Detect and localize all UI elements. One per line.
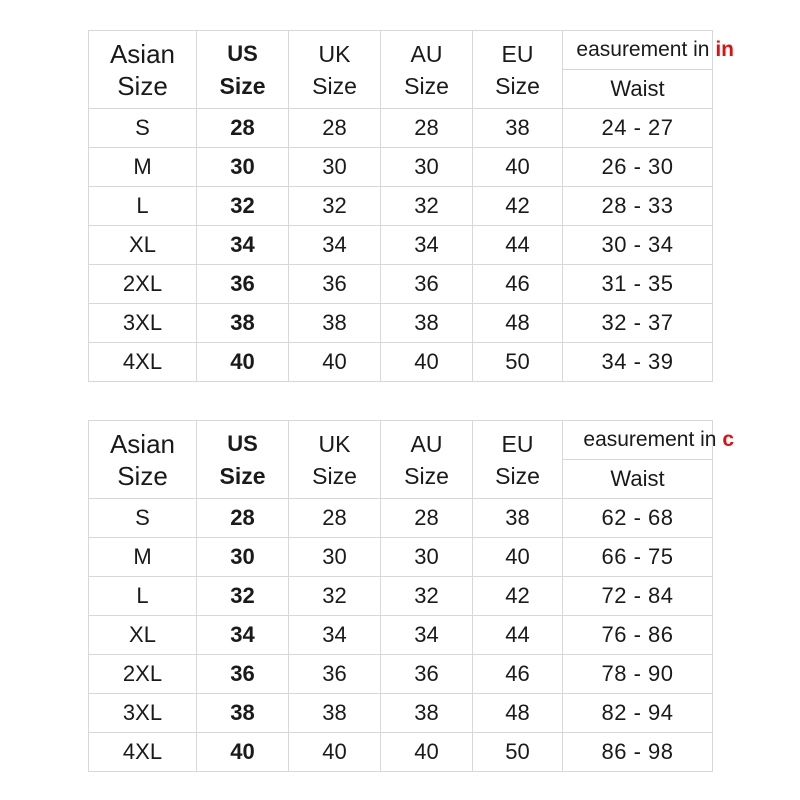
cell-asian: L: [89, 577, 197, 616]
cell-us: 38: [197, 694, 289, 733]
cell-us: 32: [197, 187, 289, 226]
cell-au: 36: [381, 265, 473, 304]
cell-waist: 26 - 30: [563, 148, 713, 187]
cell-us: 36: [197, 265, 289, 304]
cell-asian: XL: [89, 616, 197, 655]
cell-uk: 32: [289, 577, 381, 616]
cell-asian: 2XL: [89, 655, 197, 694]
cell-waist: 86 - 98: [563, 733, 713, 772]
cell-waist: 82 - 94: [563, 694, 713, 733]
header-uk-size: UK Size: [289, 421, 381, 499]
cell-asian: XL: [89, 226, 197, 265]
header-au-size: AU Size: [381, 31, 473, 109]
table-row: [89, 694, 713, 733]
cell-au: 40: [381, 343, 473, 382]
header-uk-size: UK Size: [289, 31, 381, 109]
header-us-size: US Size: [197, 421, 289, 499]
cell-waist: 76 - 86: [563, 616, 713, 655]
cell-waist: 72 - 84: [563, 577, 713, 616]
header-eu-size: EU Size: [473, 421, 563, 499]
measurement-unit: in: [715, 38, 734, 61]
cell-eu: 42: [473, 187, 563, 226]
cell-eu: 46: [473, 265, 563, 304]
header-eu-size: EU Size: [473, 31, 563, 109]
cell-waist: 62 - 68: [563, 499, 713, 538]
cell-us: 36: [197, 655, 289, 694]
cell-eu: 38: [473, 109, 563, 148]
cell-uk: 30: [289, 148, 381, 187]
cell-au: 34: [381, 616, 473, 655]
cell-eu: 50: [473, 343, 563, 382]
cell-au: 30: [381, 538, 473, 577]
cell-eu: 48: [473, 694, 563, 733]
cell-waist: 30 - 34: [563, 226, 713, 265]
table-row: [89, 109, 713, 148]
cell-au: 30: [381, 148, 473, 187]
table-row: [89, 226, 713, 265]
header-waist: Waist: [563, 460, 713, 499]
cell-uk: 28: [289, 499, 381, 538]
table-row: [89, 265, 713, 304]
cell-uk: 30: [289, 538, 381, 577]
cell-au: 32: [381, 577, 473, 616]
cell-uk: 32: [289, 187, 381, 226]
cell-eu: 44: [473, 616, 563, 655]
cell-uk: 38: [289, 304, 381, 343]
measurement-unit: c: [722, 428, 734, 451]
cell-asian: 3XL: [89, 694, 197, 733]
cell-uk: 28: [289, 109, 381, 148]
cell-waist: 32 - 37: [563, 304, 713, 343]
table-row: [89, 655, 713, 694]
cell-asian: M: [89, 148, 197, 187]
cell-us: 40: [197, 343, 289, 382]
cell-us: 28: [197, 499, 289, 538]
cell-eu: 40: [473, 148, 563, 187]
cell-asian: 2XL: [89, 265, 197, 304]
cell-uk: 36: [289, 655, 381, 694]
cell-au: 40: [381, 733, 473, 772]
header-waist: Waist: [563, 70, 713, 109]
cell-waist: 24 - 27: [563, 109, 713, 148]
cell-us: 30: [197, 538, 289, 577]
cell-uk: 38: [289, 694, 381, 733]
table-row: [89, 343, 713, 382]
cell-eu: 44: [473, 226, 563, 265]
cell-eu: 40: [473, 538, 563, 577]
cell-uk: 36: [289, 265, 381, 304]
cell-asian: S: [89, 109, 197, 148]
size-chart-cm: [88, 420, 734, 772]
table-row: [89, 577, 713, 616]
cell-waist: 28 - 33: [563, 187, 713, 226]
cell-waist: 34 - 39: [563, 343, 713, 382]
cell-asian: 4XL: [89, 343, 197, 382]
table-row: [89, 304, 713, 343]
cell-asian: M: [89, 538, 197, 577]
cell-au: 32: [381, 187, 473, 226]
header-asian-size: Asian Size: [89, 421, 197, 499]
cell-asian: S: [89, 499, 197, 538]
cell-uk: 40: [289, 343, 381, 382]
table-row: [89, 148, 713, 187]
cell-uk: 34: [289, 616, 381, 655]
cell-us: 28: [197, 109, 289, 148]
cell-eu: 48: [473, 304, 563, 343]
cell-eu: 46: [473, 655, 563, 694]
cell-waist: 66 - 75: [563, 538, 713, 577]
cell-asian: L: [89, 187, 197, 226]
cell-au: 38: [381, 304, 473, 343]
measurement-caption: easurement in c: [563, 421, 713, 460]
cell-au: 28: [381, 109, 473, 148]
cell-eu: 38: [473, 499, 563, 538]
cell-au: 36: [381, 655, 473, 694]
header-us-size: US Size: [197, 31, 289, 109]
cell-eu: 42: [473, 577, 563, 616]
cell-us: 40: [197, 733, 289, 772]
cell-us: 32: [197, 577, 289, 616]
cell-uk: 40: [289, 733, 381, 772]
cell-uk: 34: [289, 226, 381, 265]
cell-us: 30: [197, 148, 289, 187]
cell-us: 34: [197, 226, 289, 265]
table-row: [89, 499, 713, 538]
header-au-size: AU Size: [381, 421, 473, 499]
table-row: [89, 616, 713, 655]
table-row: [89, 187, 713, 226]
cell-asian: 4XL: [89, 733, 197, 772]
header-asian-size: Asian Size: [89, 31, 197, 109]
cell-eu: 50: [473, 733, 563, 772]
measurement-caption: easurement in in: [563, 31, 713, 70]
cell-au: 34: [381, 226, 473, 265]
cell-au: 38: [381, 694, 473, 733]
cell-us: 38: [197, 304, 289, 343]
cell-us: 34: [197, 616, 289, 655]
table-row: [89, 733, 713, 772]
table-row: [89, 538, 713, 577]
cell-waist: 78 - 90: [563, 655, 713, 694]
cell-au: 28: [381, 499, 473, 538]
size-chart-inch: [88, 30, 734, 382]
cell-asian: 3XL: [89, 304, 197, 343]
cell-waist: 31 - 35: [563, 265, 713, 304]
